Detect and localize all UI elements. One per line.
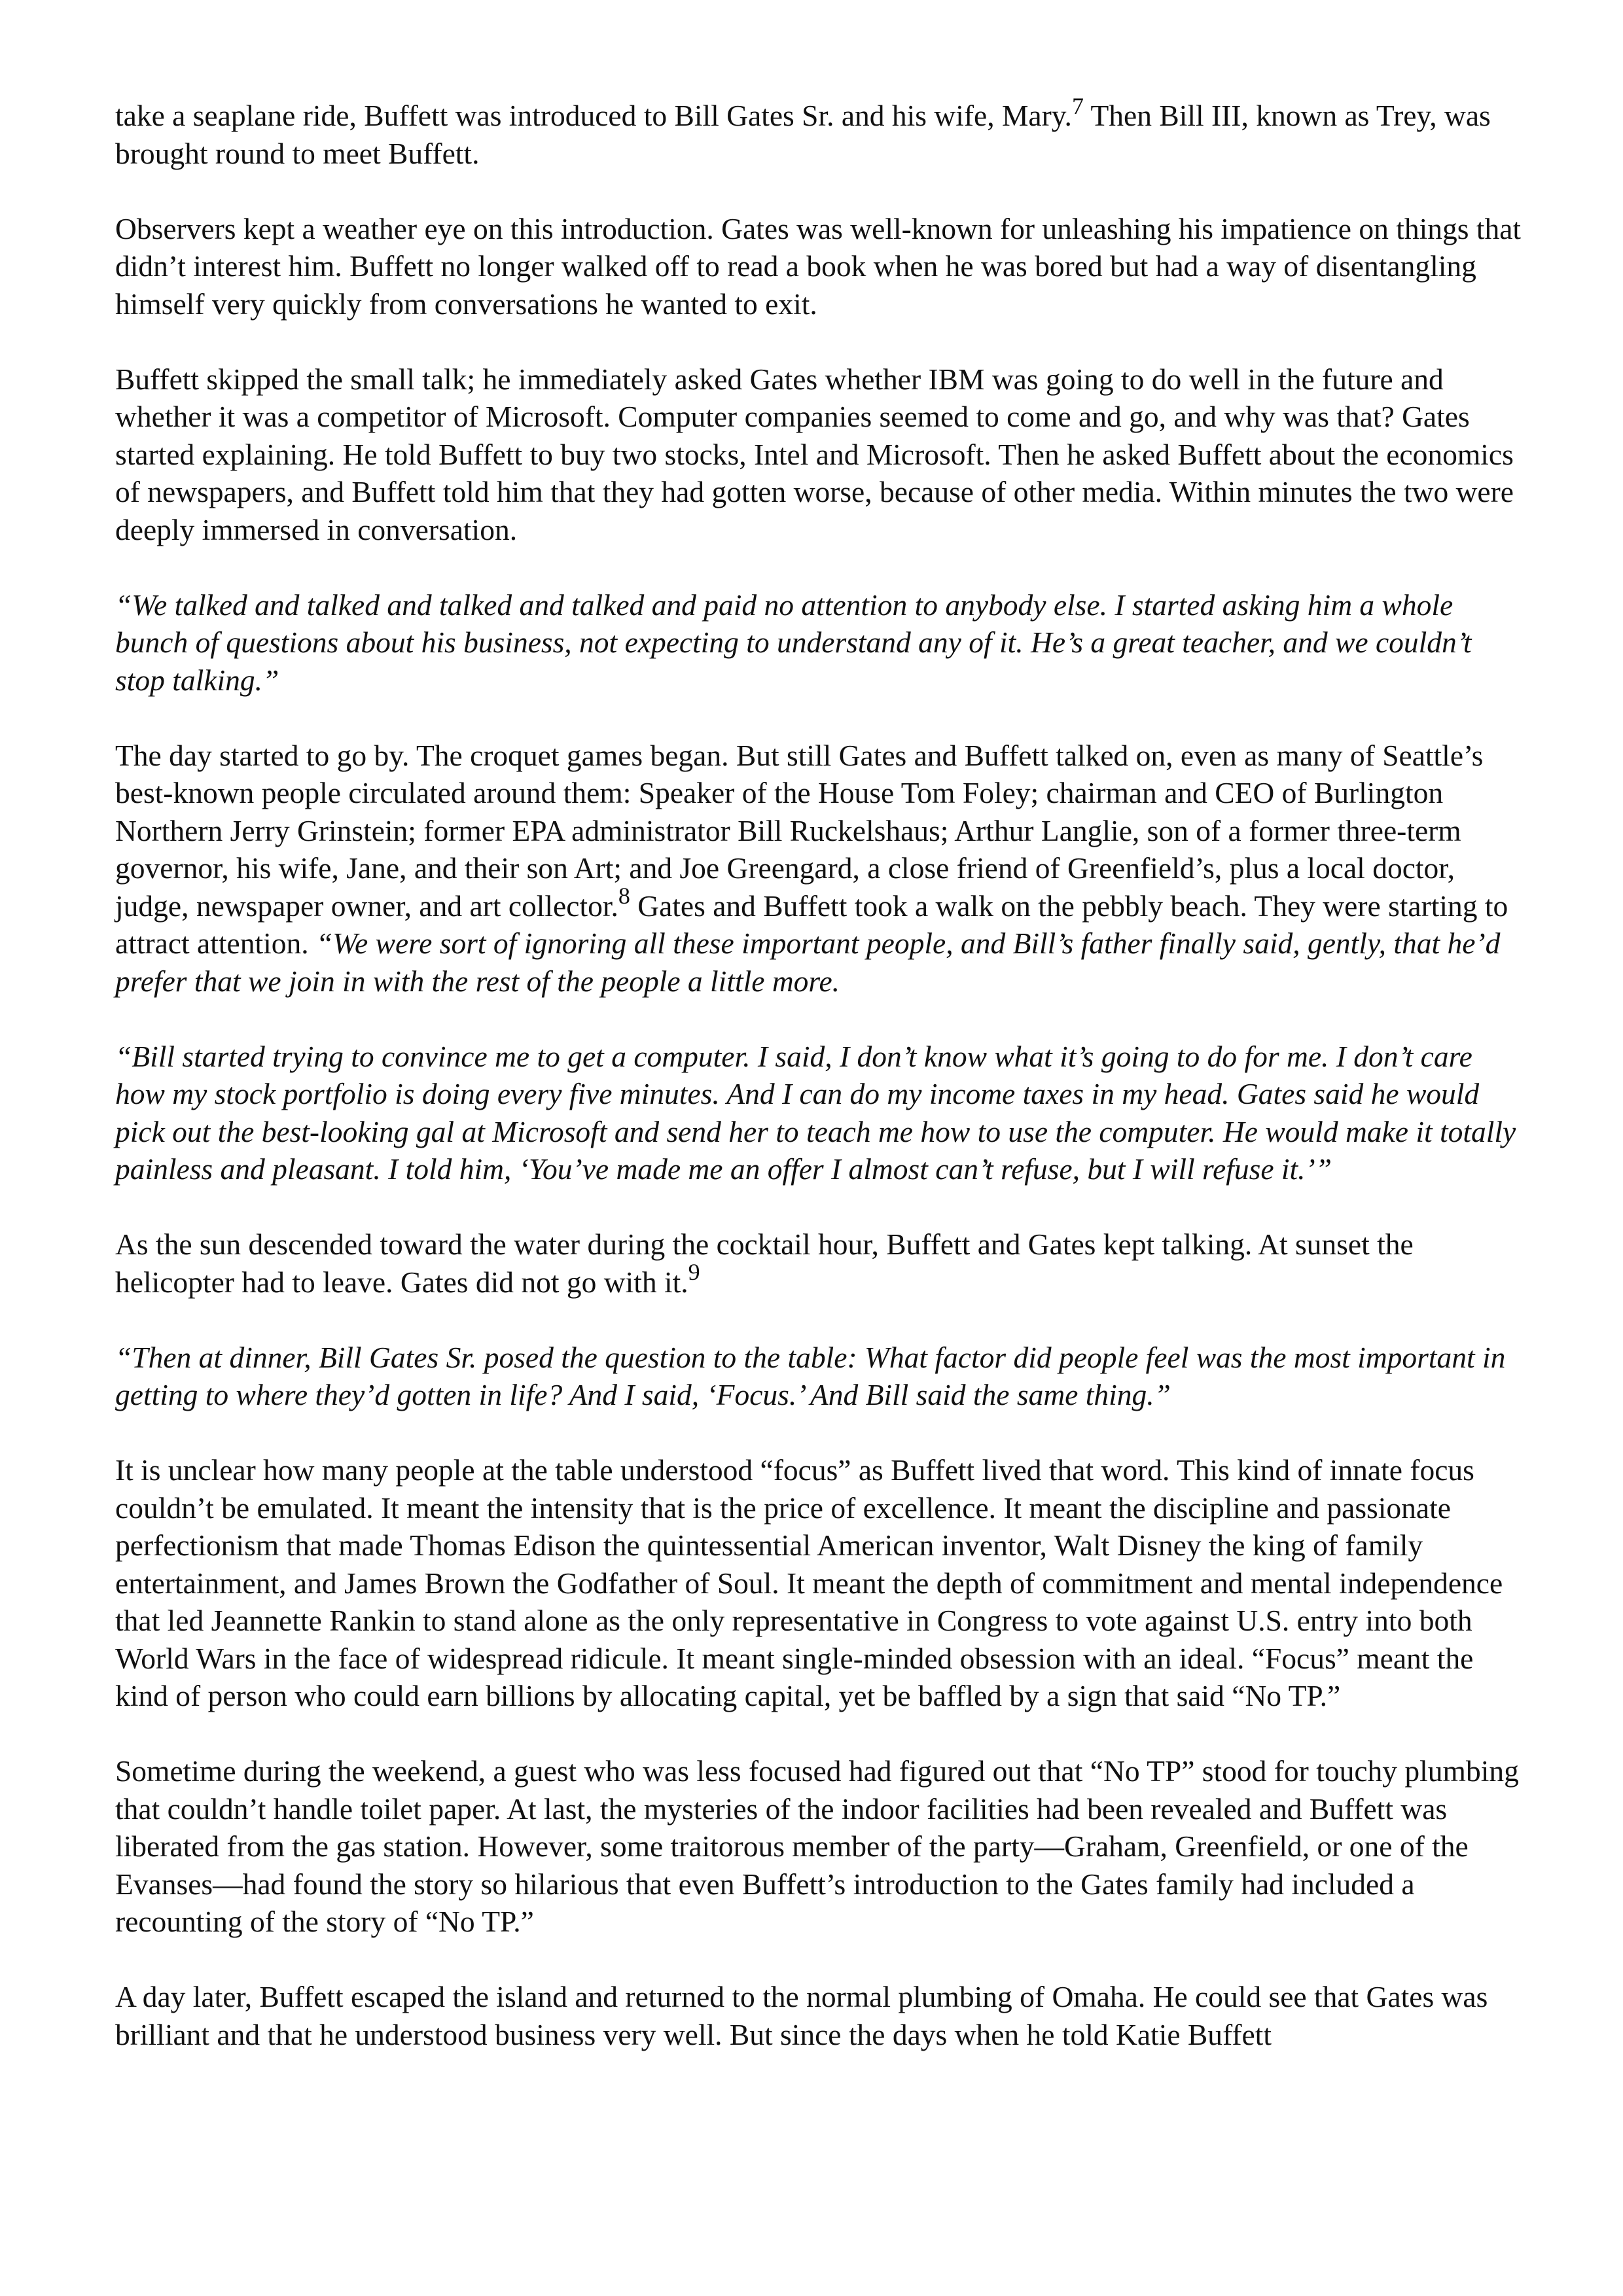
body-paragraph — [115, 737, 1522, 1000]
text-run: Observers kept a weather eye on this introduction. Gates was well-known for unleashing his impatience on things that didn’t interest him. Buffett no longer walked off to read a book when he was bored but had a way of disentangling himself very quickly from conversations he wanted to exit. — [115, 211, 1522, 321]
quote-paragraph — [115, 1339, 1522, 1414]
body-paragraph — [115, 1752, 1522, 1941]
text-run: “Then at dinner, Bill Gates Sr. posed the question to the table: What factor did people feel was the most important in getting to where they’d gotten in life? And I said, ‘Focus.’ And Bill said the same thing.” — [115, 1340, 1506, 1411]
quote-paragraph — [115, 586, 1522, 699]
footnote-marker: 7 — [1071, 92, 1084, 119]
text-run: take a seaplane ride, Buffett was introduced to Bill Gates Sr. and his wife, Mary. — [115, 99, 1072, 132]
text-run: Sometime during the weekend, a guest who was less focused had figured out that “No TP” stood for touchy plumbing that couldn’t handle toilet paper. At last, the mysteries of the indoor facilities had been revealed and Buffett was liberated from the gas station. However, some traitorous member of the party—Graham, Greenfield, or one of the Evanses—had found the story so hilarious that even Buffett’s introduction to the Gates family had included a recounting of the story of “No TP.” — [115, 1754, 1519, 1938]
body-paragraph — [115, 92, 1522, 172]
text-run: “We talked and talked and talked and talked and paid no attention to anybody else. I started asking him a whole bunch of questions about his business, not expecting to understand any of it. He’s a great teacher, and we couldn’t stop talking.” — [115, 588, 1472, 697]
text-run: The day started to go by. The croquet games began. But still Gates and Buffett talked on, even as many of Seattle’s best-known people circulated around them: Speaker of the House Tom Foley; chairman and CEO of Burlington Northern Jerry Grinstein; former EPA administrator Bill Ruckelshaus; Arthur Langlie, son of a former three-term governor, his wife, Jane, and their son Art; and Joe Greengard, a close friend of Greenfield’s, plus a local doctor, judge, newspaper owner, and art collector. — [115, 738, 1484, 923]
quote-paragraph — [115, 1038, 1522, 1188]
body-paragraph — [115, 1978, 1522, 2053]
body-paragraph — [115, 210, 1522, 323]
text-run: Gates and Buffett took a walk on the pebbly beach. They were starting to attract attention. — [115, 889, 1508, 960]
text-run: “We were sort of ignoring all these important people, and Bill’s father finally said, gently, that he’d prefer that we join in with the rest of the people a little more. — [115, 927, 1501, 998]
body-paragraph — [115, 361, 1522, 549]
text-run: It is unclear how many people at the table understood “focus” as Buffett lived that word. This kind of innate focus couldn’t be emulated. It meant the intensity that is the price of excellence. It meant the discipline and passionate perfectionism that made Thomas Edison the quintessential American inventor, Walt Disney the king of family entertainment, and James Brown the Godfather of Soul. It meant the depth of commitment and mental independence that led Jeannette Rankin to stand alone as the only representative in Congress to vote against U.S. entry into both World Wars in the face of widespread ridicule. It meant single-minded obsession with an ideal. “Focus” meant the kind of person who could earn billions by allocating capital, yet be baffled by a sign that said “No TP.” — [115, 1453, 1503, 1712]
text-run: “Bill started trying to convince me to get a computer. I said, I don’t know what it’s going to do for me. I don’t care how my stock portfolio is doing every five minutes. And I can do my income taxes in my head. Gates said he would pick out the best-looking gal at Microsoft and send her to teach me how to use the computer. He would make it totally painless and pleasant. I told him, ‘You’ve made me an offer I almost can’t refuse, but I will refuse it.’” — [115, 1039, 1516, 1186]
text-run: A day later, Buffett escaped the island and returned to the normal plumbing of Omaha. He could see that Gates was brilliant and that he understood business very well. But since the days when he told Katie Buffett — [115, 1980, 1488, 2051]
document-page — [115, 92, 1522, 2091]
text-run: As the sun descended toward the water during the cocktail hour, Buffett and Gates kept talking. At sunset the helicopter had to leave. Gates did not go with it. — [115, 1227, 1414, 1299]
body-paragraph — [115, 1226, 1522, 1301]
text-run: Buffett skipped the small talk; he immediately asked Gates whether IBM was going to do well in the future and whether it was a competitor of Microsoft. Computer companies seemed to come and go, and why was that? Gates started explaining. He told Buffett to buy two stocks, Intel and Microsoft. Then he asked Buffett about the economics of newspapers, and Buffett told him that they had gotten worse, because of other media. Within minutes the two were deeply immersed in conversation. — [115, 362, 1514, 546]
footnote-marker: 9 — [688, 1259, 700, 1286]
text-run: Then Bill III, known as Trey, was brought round to meet Buffett. — [115, 99, 1491, 170]
body-paragraph — [115, 1451, 1522, 1715]
footnote-marker: 8 — [618, 883, 630, 910]
